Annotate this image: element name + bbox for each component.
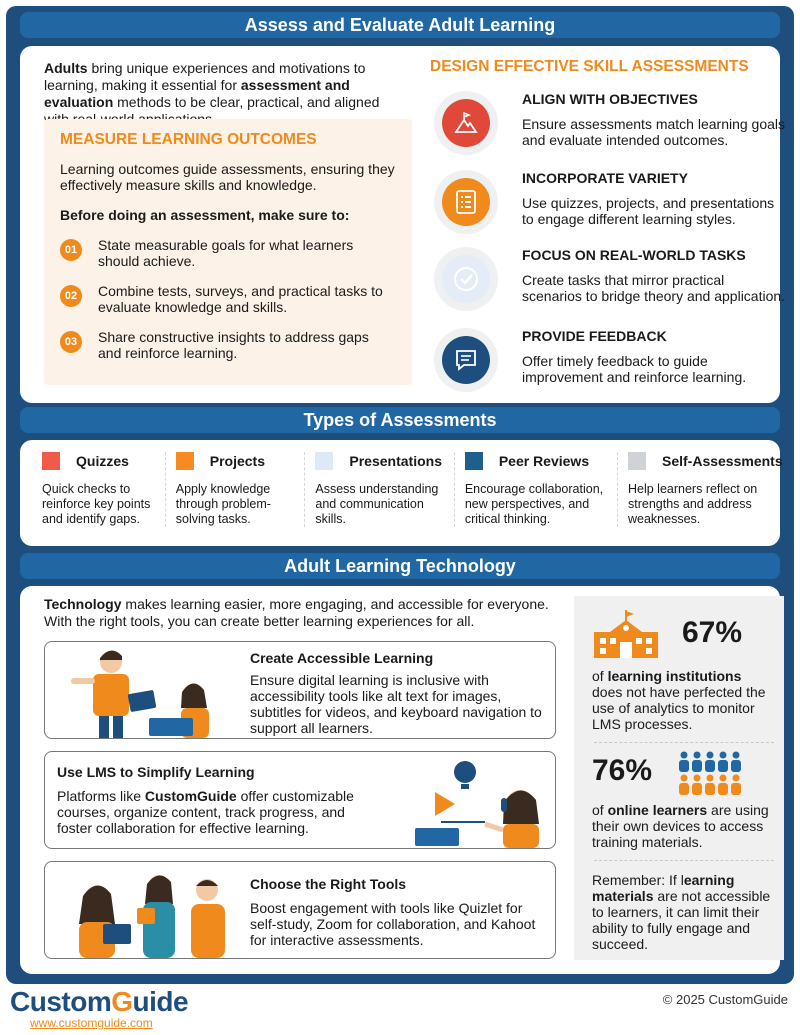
stats-panel: [574, 596, 784, 960]
lms-illustration: [385, 754, 555, 848]
group-collaboration-illustration: [51, 864, 241, 958]
chat-bubble-icon: [442, 336, 490, 384]
mountain-flag-icon: [442, 99, 490, 147]
step-item: [60, 237, 396, 269]
projects-swatch-icon: [176, 452, 194, 470]
stat-67-value: 67%: [682, 616, 743, 649]
tech-box-accessible: [44, 641, 556, 739]
design-item-title: ALIGN WITH OBJECTIVES: [522, 91, 698, 107]
section-title-assess: Assess and Evaluate Adult Learning: [20, 12, 780, 38]
section-title-types: Types of Assessments: [20, 407, 780, 433]
step-text: Combine tests, surveys, and practical tasks to evaluate knowledge and skills.: [98, 283, 383, 315]
type-quizzes: [32, 452, 166, 527]
type-label: Presentations: [349, 453, 442, 469]
assess-card: [20, 46, 786, 403]
design-item-text: Offer timely feedback to guide improvement and reinforce learning.: [522, 353, 747, 385]
step-item: [60, 329, 396, 361]
design-item-text: Ensure assessments match learning goals and evaluate intended outcomes.: [522, 116, 786, 148]
design-icon-ring: [434, 328, 498, 392]
measure-title: MEASURE LEARNING OUTCOMES: [60, 131, 317, 148]
design-icon-ring: [434, 91, 498, 155]
customguide-logo: CustomGuide: [10, 986, 189, 1017]
measure-outcomes-panel: [44, 119, 412, 385]
design-icon-ring: [434, 170, 498, 234]
check-badge-icon: [442, 255, 490, 303]
type-label: Peer Reviews: [498, 453, 590, 469]
self-assessments-swatch-icon: [628, 452, 646, 470]
type-desc: Quick checks to reinforce key points and identify gaps.: [42, 482, 151, 526]
tech-intro: Technology makes learning easier, more engaging, and accessible for everyone. With the right tools, you can create better learning experiences for all.: [44, 596, 549, 629]
step-item: [60, 283, 396, 315]
presentations-swatch-icon: [315, 452, 333, 470]
measure-text: Learning outcomes guide assessments, ensuring they effectively measure skills and knowledge.: [60, 161, 395, 193]
checklist-icon: [442, 178, 490, 226]
step-number-badge: 01: [60, 239, 82, 261]
types-row: [32, 452, 783, 527]
design-item-align: [430, 91, 786, 161]
design-item-text: Create tasks that mirror practical scenarios to bridge theory and application.: [522, 272, 786, 304]
types-card: [20, 440, 783, 546]
type-desc: Encourage collaboration, new perspectives, and critical thinking.: [464, 482, 604, 526]
step-number-badge: 03: [60, 331, 82, 353]
people-group-icon: [678, 750, 744, 796]
tech-box-text: Ensure digital learning is inclusive with accessibility tools like alt text for images, subtitles for videos, and keyboard navigation to support all learners.: [250, 672, 542, 736]
design-item-title: FOCUS ON REAL-WORLD TASKS: [522, 247, 746, 263]
school-building-icon: [594, 610, 658, 658]
tech-box-lms: [44, 751, 556, 849]
type-peer-reviews: [455, 452, 618, 527]
section-title-technology: Adult Learning Technology: [20, 553, 780, 579]
website-link[interactable]: www.customguide.com: [30, 1016, 153, 1030]
step-number-badge: 02: [60, 285, 82, 307]
quizzes-swatch-icon: [42, 452, 60, 470]
tech-box-title: Create Accessible Learning: [250, 650, 434, 666]
stat-76-text: of online learners are using their own devices to access training materials.: [592, 802, 769, 850]
remember-text: Remember: If learning materials are not accessible to learners, it can limit their ability to fully engage and succeed.: [592, 872, 771, 952]
design-item-feedback: [430, 328, 780, 398]
type-self-assessments: [618, 452, 783, 527]
assess-intro: Adults bring unique experiences and motivations to learning, making it essential for assessment and evaluation methods to be clear, practical, and aligned: [44, 60, 380, 110]
stats-divider: [594, 860, 774, 861]
type-presentations: [305, 452, 454, 527]
type-label: Quizzes: [76, 453, 129, 469]
type-label: Self-Assessments: [662, 453, 783, 469]
design-item-real-world: [430, 247, 786, 317]
technology-card: [20, 586, 780, 974]
type-desc: Assess understanding and communication skills.: [315, 482, 439, 526]
tech-box-title: Use LMS to Simplify Learning: [57, 764, 255, 780]
peer-reviews-swatch-icon: [465, 452, 483, 470]
copyright-text: © 2025 CustomGuide: [662, 992, 788, 1007]
type-desc: Help learners reflect on strengths and address weaknesses.: [628, 482, 758, 526]
design-title: DESIGN EFFECTIVE SKILL ASSESSMENTS: [430, 58, 749, 75]
measure-before: Before doing an assessment, make sure to:: [60, 207, 350, 223]
tech-box-tools: [44, 861, 556, 959]
design-item-variety: [430, 170, 780, 240]
type-desc: Apply knowledge through problem-solving tasks.: [175, 482, 271, 526]
infographic-frame: [6, 6, 794, 984]
tech-box-text: Boost engagement with tools like Quizlet for self-study, Zoom for collaboration, and Kahoot for interactive assessments.: [250, 900, 536, 948]
stat-67-text: of learning institutions does not have perfected the use of analytics to monitor LMS processes.: [592, 668, 766, 732]
type-label: Projects: [209, 453, 265, 469]
stat-76-value: 76%: [592, 754, 653, 787]
tech-box-title: Choose the Right Tools: [250, 876, 407, 892]
type-projects: [166, 452, 306, 527]
design-item-title: INCORPORATE VARIETY: [522, 170, 688, 186]
stats-divider: [594, 742, 774, 743]
design-item-title: PROVIDE FEEDBACK: [522, 328, 667, 344]
design-item-text: Use quizzes, projects, and presentations to engage different learning styles.: [522, 195, 775, 227]
step-text: State measurable goals for what learners should achieve.: [98, 237, 354, 269]
design-icon-ring: [434, 247, 498, 311]
tech-box-text: Platforms like CustomGuide offer customizable courses, organize content, track progress, and foster collaboration for effective learning.: [57, 788, 354, 836]
people-with-tablet-illustration: [51, 644, 241, 738]
step-text: Share constructive insights to address gaps and reinforce learning.: [98, 329, 369, 361]
